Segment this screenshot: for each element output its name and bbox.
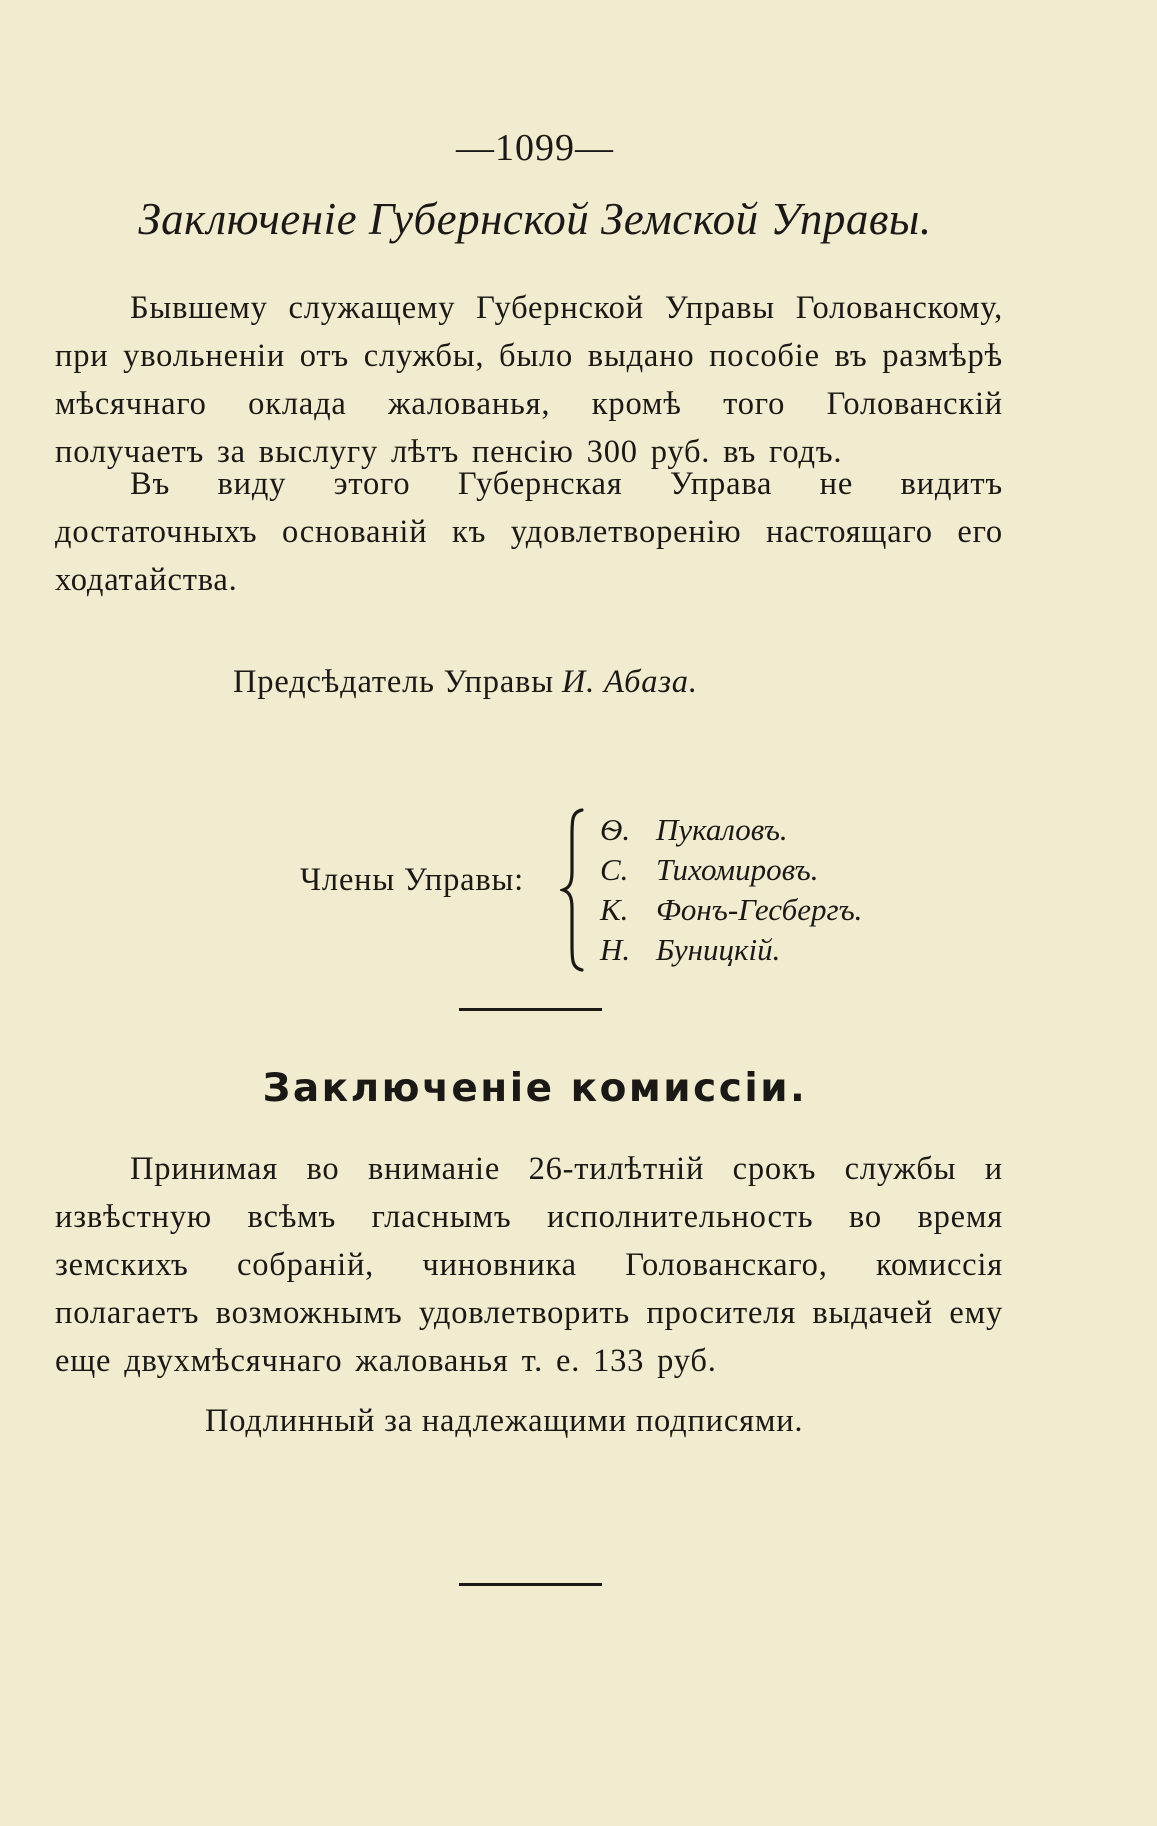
page-number: —1099—	[456, 127, 614, 169]
member-surname: Фонъ-Гесбергъ.	[656, 892, 863, 927]
curly-brace-icon	[560, 806, 590, 974]
paragraph-3-text: Принимая во вниманiе 26-тилѣтнiй срокъ службы и извѣстную всѣмъ гласнымъ исполнительность во время земскихъ собранiй, чиновника Голованскаго, комиссiя полагаетъ возможнымъ удовлетворить просителя выдачей ему еще двухмѣсячнаго жалованья т. е. 133 руб.	[55, 1151, 1003, 1379]
paragraph-1	[55, 284, 1003, 476]
closing-line: Подлинный за надлежащими подписями.	[205, 1403, 804, 1439]
member-row	[600, 890, 862, 930]
paragraph-1-text: Бывшему служащему Губернской Управы Голованскому, при увольненiи отъ службы, было выдано пособiе въ размѣрѣ мѣсячнаго оклада жалованья, кромѣ того Голованскiй получаетъ за выслугу лѣтъ пенсiю 300 руб. въ годъ.	[55, 290, 1003, 470]
end-divider	[459, 1583, 602, 1586]
member-initial: Н.	[600, 932, 631, 967]
member-initial: Ѳ.	[600, 812, 631, 847]
member-row	[600, 930, 862, 970]
paragraph-2	[55, 460, 1003, 604]
chairman-signature	[233, 664, 698, 701]
chairman-label: Предсѣдатель Управы	[233, 664, 554, 700]
paragraph-2-text: Въ виду этого Губернская Управа не видитъ достаточныхъ основанiй къ удовлетворенiю настоящаго его ходатайства.	[55, 466, 1003, 598]
members-label: Члены Управы:	[300, 862, 524, 898]
chairman-name: И. Абаза.	[561, 664, 698, 700]
member-surname: Пукаловъ.	[656, 812, 788, 847]
member-row	[600, 850, 862, 890]
commission-heading: Заключенiе комиссiи.	[262, 1066, 808, 1111]
member-row	[600, 810, 862, 850]
member-initial: С.	[600, 852, 629, 887]
member-initial: К.	[600, 892, 629, 927]
paragraph-3	[55, 1145, 1003, 1385]
member-surname: Тихомировъ.	[656, 852, 819, 887]
section-divider	[459, 1008, 602, 1011]
member-surname: Буницкiй.	[656, 932, 781, 967]
members-list	[600, 810, 862, 970]
council-heading: Заключенiе Губернской Земской Управы.	[138, 194, 932, 244]
